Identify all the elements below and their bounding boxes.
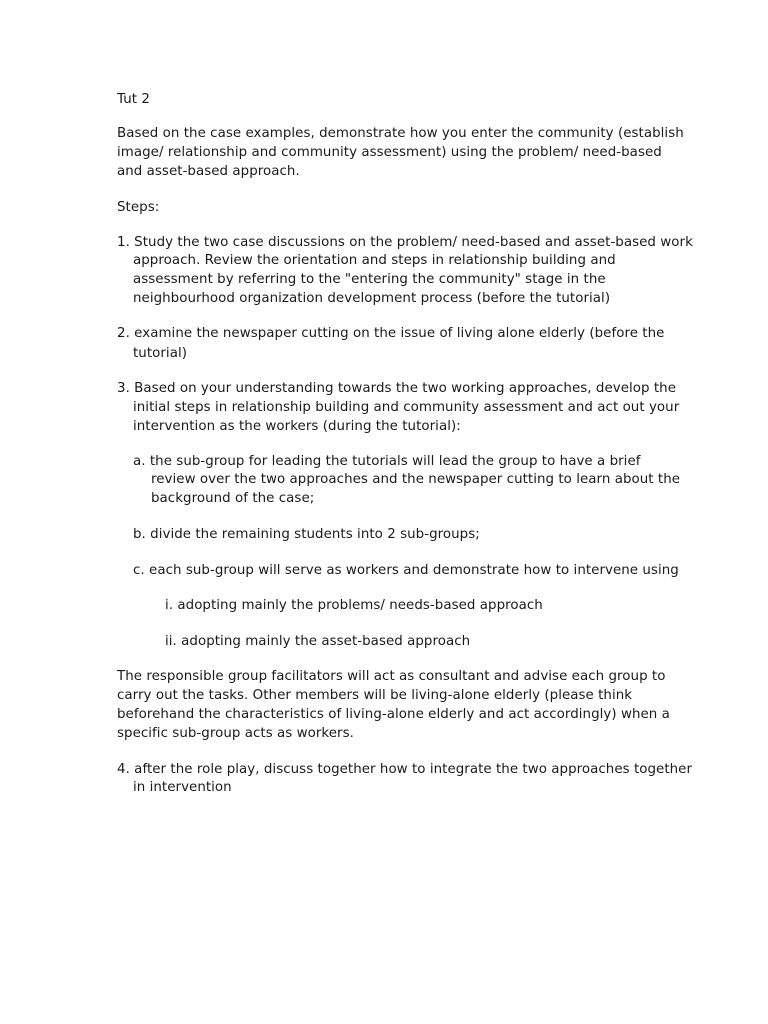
text-line: intervention as the workers (during the tutorial):: [133, 419, 461, 434]
sub-step-c: c. each sub-group will serve as workers and demonstrate how to intervene using: [133, 563, 679, 578]
text-line: The responsible group facilitators will act as consultant and advise each group to: [117, 669, 666, 684]
text-line: neighbourhood organization development process (before the tutorial): [133, 291, 611, 306]
sub-step-c-ii: ii. adopting mainly the asset-based approach: [165, 634, 471, 649]
steps-label: Steps:: [117, 200, 160, 215]
sub-step-c-i: i. adopting mainly the problems/ needs-based approach: [165, 598, 543, 613]
text-line: initial steps in relationship building and community assessment and act out your: [133, 400, 680, 415]
text-line: and asset-based approach.: [117, 164, 300, 179]
text-line: Based on the case examples, demonstrate how you enter the community (establish: [117, 126, 684, 141]
text-line: tutorial): [133, 346, 188, 361]
text-line: image/ relationship and community assessment) using the problem/ need-based: [117, 145, 662, 160]
text-line: assessment by referring to the "entering the community" stage in the: [133, 272, 606, 287]
text-line: review over the two approaches and the newspaper cutting to learn about the: [151, 472, 681, 487]
text-line: a. the sub-group for leading the tutorials will lead the group to have a brief: [133, 454, 641, 469]
text-line: background of the case;: [151, 491, 315, 506]
text-line: 2. examine the newspaper cutting on the issue of living alone elderly (before the: [117, 326, 665, 341]
text-line: 1. Study the two case discussions on the problem/ need-based and asset-based work: [117, 235, 693, 250]
document-heading: Tut 2: [117, 92, 150, 107]
text-line: carry out the tasks. Other members will be living-alone elderly (please think: [117, 688, 633, 703]
text-line: specific sub-group acts as workers.: [117, 726, 354, 741]
text-line: 4. after the role play, discuss together how to integrate the two approaches together: [117, 762, 693, 777]
text-line: beforehand the characteristics of living-alone elderly and act accordingly) when a: [117, 707, 670, 722]
text-line: 3. Based on your understanding towards the two working approaches, develop the: [117, 381, 676, 396]
text-line: in intervention: [133, 780, 232, 795]
text-line: approach. Review the orientation and steps in relationship building and: [133, 253, 616, 268]
sub-step-b: b. divide the remaining students into 2 sub-groups;: [133, 527, 480, 542]
